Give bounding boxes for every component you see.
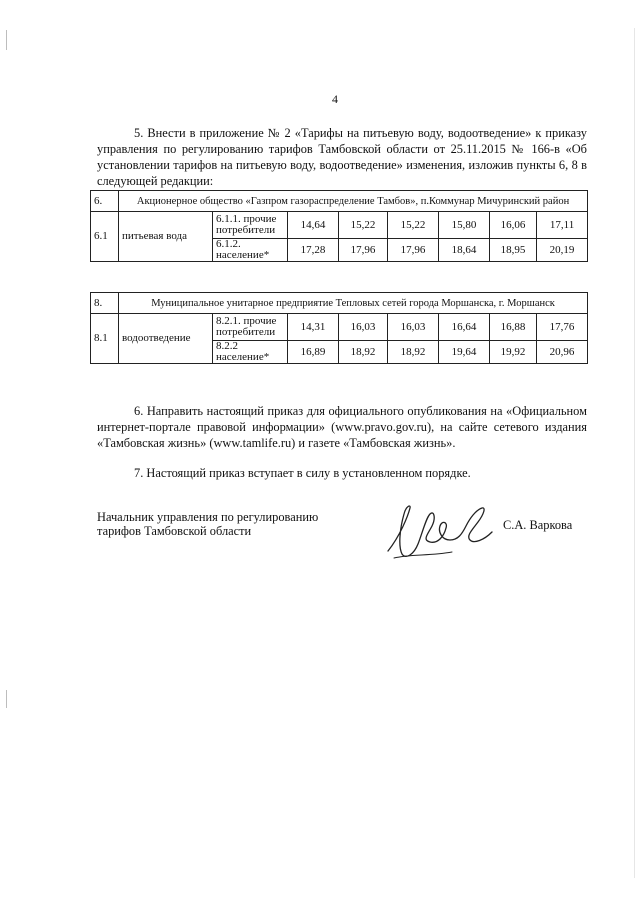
- tariff-value: 17,96: [339, 239, 388, 262]
- tariff-value: 16,03: [339, 314, 388, 341]
- organization-name: Муниципальное унитарное предприятие Тепловых сетей города Моршанска, г. Моршанск: [119, 293, 588, 314]
- scan-edge-mark: [634, 28, 635, 878]
- tariff-value: 14,31: [288, 314, 339, 341]
- paragraph-6: 6. Направить настоящий приказ для официального опубликования на «Официальном интернет-портале правовой информации» (www.pravo.gov.ru), на сайте сетевого издания «Тамбовская жизнь» (www.tamlife.ru) и газете «Тамбовская жизнь».: [97, 404, 587, 450]
- paragraph-7: 7. Настоящий приказ вступает в силу в установленном порядке.: [134, 466, 471, 480]
- organization-name: Акционерное общество «Газпром газораспределение Тамбов», п.Коммунар Мичуринский район: [119, 191, 588, 212]
- page-number: 4: [332, 92, 338, 106]
- tariff-value: 20,96: [537, 341, 588, 364]
- service-type: питьевая вода: [119, 212, 213, 262]
- paragraph-5: 5. Внести в приложение № 2 «Тарифы на питьевую воду, водоотведение» к приказу управления по регулированию тарифов Тамбовской области от 25.11.2015 № 166-в «Об установлении тарифов на питьевую воду, водоотведение» изменения, изложив пункты 6, 8 в следующей редакции:: [97, 126, 587, 188]
- scan-edge-mark: [6, 690, 7, 708]
- tariff-value: 18,92: [339, 341, 388, 364]
- signatory-title-line-1: Начальник управления по регулированию: [97, 510, 319, 524]
- tariff-value: 16,03: [388, 314, 439, 341]
- tariff-value: 18,64: [439, 239, 490, 262]
- signatory-title-line-2: тарифов Тамбовской области: [97, 524, 252, 538]
- tariff-value: 16,88: [490, 314, 537, 341]
- tariff-value: 18,95: [490, 239, 537, 262]
- service-type: водоотведение: [119, 314, 213, 364]
- tariff-value: 15,22: [388, 212, 439, 239]
- signatory-title: [97, 510, 318, 538]
- tariff-value: 17,28: [288, 239, 339, 262]
- tariff-table-8: [90, 292, 588, 364]
- tariff-value: 19,92: [490, 341, 537, 364]
- consumer-category: 6.1.2. население*: [213, 239, 288, 262]
- signatory-name: С.А. Варкова: [503, 518, 573, 532]
- handwritten-signature: [380, 496, 500, 566]
- tariff-value: 17,96: [388, 239, 439, 262]
- item-number: 8.: [91, 293, 119, 314]
- sub-item-number: 6.1: [91, 212, 119, 262]
- scan-edge-mark: [6, 30, 7, 50]
- tariff-value: 19,64: [439, 341, 490, 364]
- tariff-value: 14,64: [288, 212, 339, 239]
- consumer-category: 6.1.1. прочие потребители: [213, 212, 288, 239]
- tariff-value: 18,92: [388, 341, 439, 364]
- tariff-table-6: [90, 190, 588, 262]
- sub-item-number: 8.1: [91, 314, 119, 364]
- consumer-category: 8.2.2 население*: [213, 341, 288, 364]
- tariff-value: 17,76: [537, 314, 588, 341]
- item-number: 6.: [91, 191, 119, 212]
- tariff-value: 15,22: [339, 212, 388, 239]
- tariff-value: 16,89: [288, 341, 339, 364]
- tariff-value: 15,80: [439, 212, 490, 239]
- tariff-value: 16,64: [439, 314, 490, 341]
- tariff-value: 16,06: [490, 212, 537, 239]
- tariff-value: 17,11: [537, 212, 588, 239]
- tariff-value: 20,19: [537, 239, 588, 262]
- consumer-category: 8.2.1. прочие потребители: [213, 314, 288, 341]
